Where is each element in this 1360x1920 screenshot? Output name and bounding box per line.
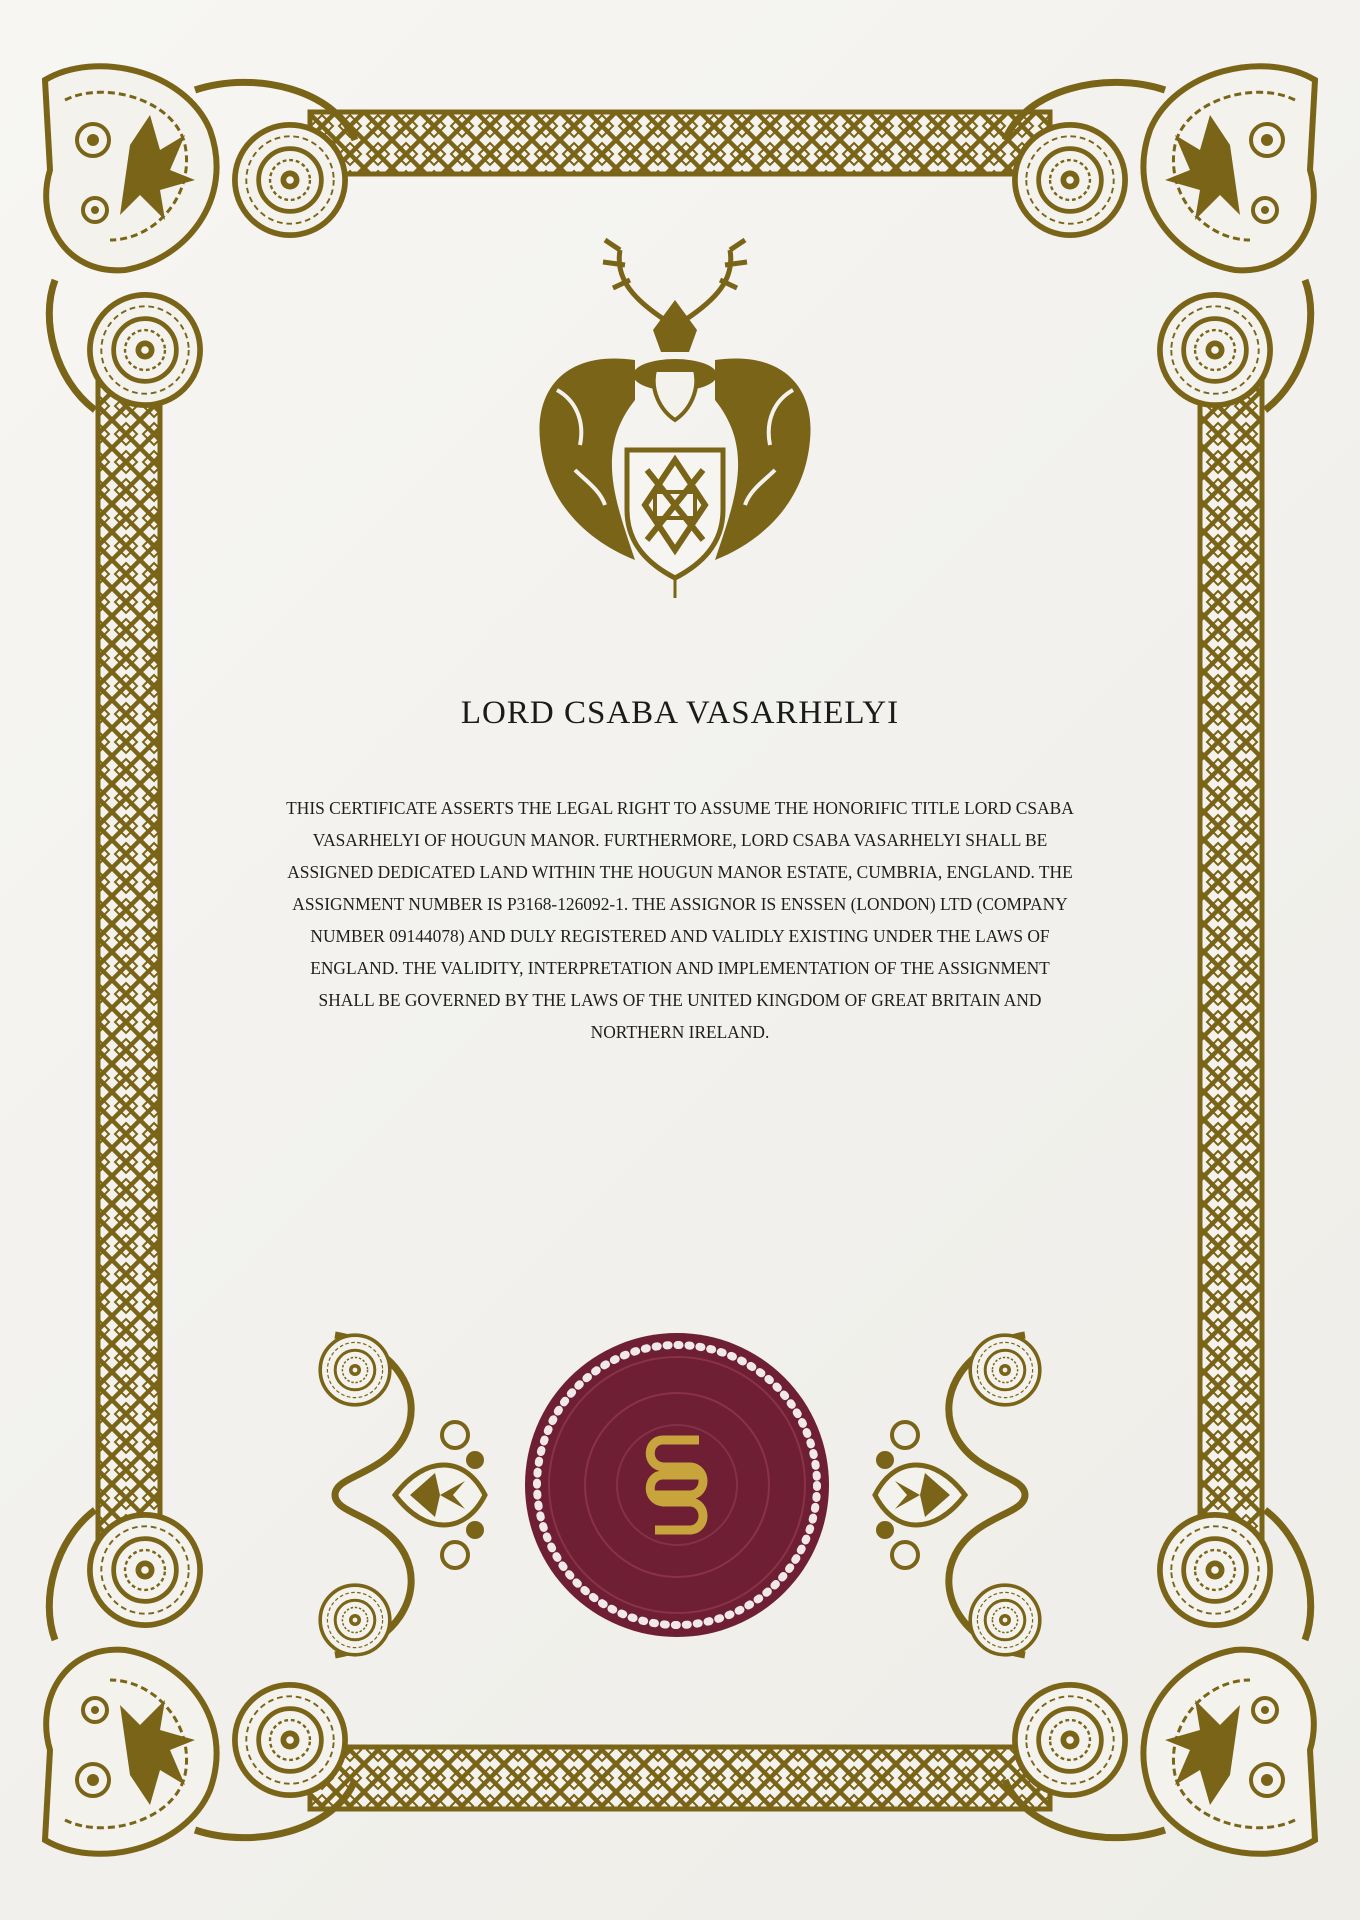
- stag-crest-icon: [539, 240, 810, 598]
- scroll-ornament-right: [875, 1335, 1040, 1655]
- certificate-title: LORD CSABA VASARHELYI: [460, 695, 900, 731]
- certificate-body: THIS CERTIFICATE ASSERTS THE LEGAL RIGHT TO ASSUME THE HONORIFIC TITLE LORD CSABA VASARHELYI OF HOUGUN MANOR. FURTHERMORE, LORD CSABA VASARHELYI SHALL BE ASSIGNED DEDICATED LAND WITHIN THE HOUGUN MANOR ESTATE, CUMBRIA, ENGLAND. THE ASSIGNMENT NUMBER IS P3168-126092-1. THE ASSIGNOR IS ENSSEN (LONDON) LTD (COMPANY NUMBER 09144078) AND DULY REGISTERED AND VALIDLY EXISTING UNDER THE LAWS OF ENGLAND. THE VALIDITY, INTERPRETATION AND IMPLEMENTATION OF THE ASSIGNMENT SHALL BE GOVERNED BY THE LAWS OF THE UNITED KINGDOM OF GREAT BRITAIN AND NORTHERN IRELAND.: [286, 798, 1074, 1042]
- scroll-ornament-left: [320, 1335, 485, 1655]
- wax-seal-icon: [525, 1333, 829, 1637]
